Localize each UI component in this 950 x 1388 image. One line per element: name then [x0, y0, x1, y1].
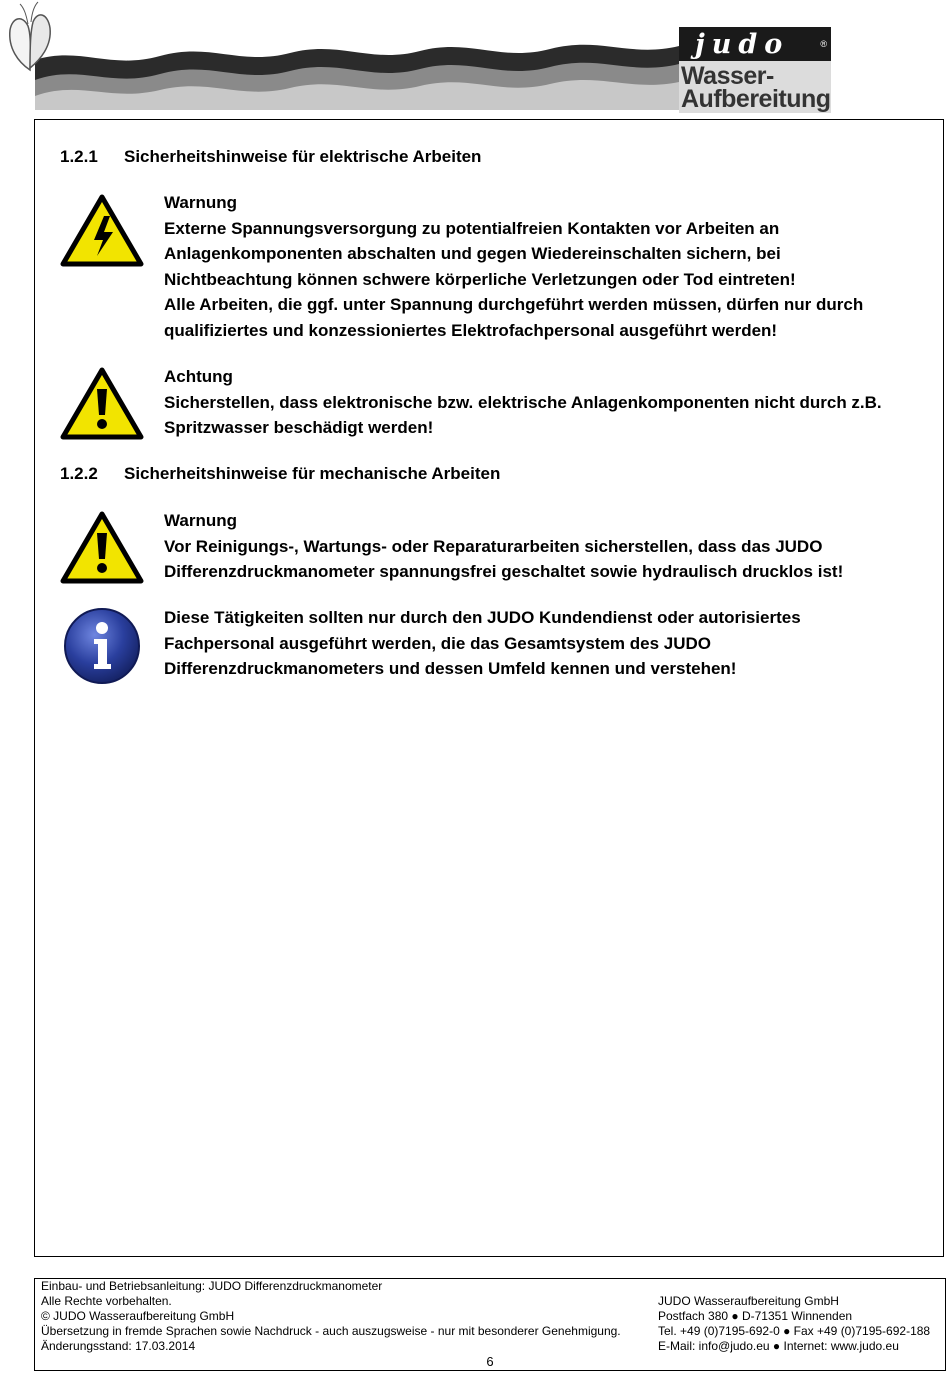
logo-brand: judo	[695, 29, 790, 60]
section-heading-1-2-2: 1.2.2 Sicherheitshinweise für mechanische Arbeiten	[60, 464, 501, 483]
notice-caution-electric	[164, 364, 934, 441]
judo-logo: judo ® Wasser- Aufbereitung	[681, 29, 831, 113]
notice-line: Sicherstellen, dass elektronische bzw. elektrische Anlagenkomponenten nicht durch z.B.	[164, 392, 882, 412]
page-number: 6	[486, 1354, 494, 1369]
page-footer	[34, 1278, 946, 1371]
logo-tagline-1: Wasser-	[681, 62, 774, 90]
footer-email: E-Mail: info@judo.eu ● Internet: www.judo.eu	[658, 1339, 899, 1353]
footer-phone: Tel. +49 (0)7195-692-0 ● Fax +49 (0)7195-692-188	[658, 1324, 931, 1338]
footer-line: Alle Rechte vorbehalten.	[41, 1294, 172, 1308]
notice-line: Differenzdruckmanometers und dessen Umfeld kennen und verstehen!	[164, 659, 737, 678]
notice-line: Fachpersonal ausgeführt werden, die das Gesamtsystem des JUDO	[164, 633, 712, 653]
butterfly-icon	[0, 0, 60, 80]
notice-line: Alle Arbeiten, die ggf. unter Spannung durchgeführt werden müssen, dürfen nur durch	[164, 295, 864, 314]
footer-contact	[658, 1294, 948, 1354]
footer-line: Einbau- und Betriebsanleitung: JUDO Differenzdruckmanometer	[41, 1279, 383, 1293]
notice-label: Warnung	[164, 193, 238, 212]
notice-line: Spritzwasser beschädigt werden!	[164, 418, 434, 437]
footer-address: Postfach 380 ● D-71351 Winnenden	[658, 1309, 853, 1323]
notice-label: Achtung	[164, 367, 233, 386]
caution-icon	[60, 511, 144, 585]
footer-line: Übersetzung in fremde Sprachen sowie Nachdruck - auch auszugsweise - nur mit besonderer Genehmigung.	[41, 1324, 621, 1338]
notice-line: Vor Reinigungs-, Wartungs- oder Reparaturarbeiten sicherstellen, dass das JUDO	[164, 536, 823, 556]
footer-legal	[41, 1279, 661, 1354]
notice-line: Differenzdruckmanometer spannungsfrei geschaltet sowie hydraulisch drucklos ist!	[164, 562, 844, 581]
notice-line: Nichtbeachtung können schwere körperliche Verletzungen oder Tod eintreten!	[164, 269, 796, 289]
notice-line: Anlagenkomponenten abschalten und gegen Wiedereinschalten sichern, bei	[164, 244, 781, 263]
footer-company: JUDO Wasseraufbereitung GmbH	[658, 1294, 839, 1308]
page-header	[0, 0, 950, 118]
notice-line: Externe Spannungsversorgung zu potentialfreien Kontakten vor Arbeiten an	[164, 218, 780, 238]
notice-label: Warnung	[164, 511, 238, 530]
notice-line: Diese Tätigkeiten sollten nur durch den JUDO Kundendienst oder autorisiertes	[164, 608, 801, 627]
notice-info	[164, 605, 934, 682]
caution-icon	[60, 367, 144, 441]
info-icon	[60, 606, 144, 686]
electric-hazard-icon	[60, 194, 144, 268]
notice-line: qualifiziertes und konzessioniertes Elektrofachpersonal ausgeführt werden!	[164, 320, 778, 340]
section-heading-1-2-1: 1.2.1 Sicherheitshinweise für elektrische Arbeiten	[60, 147, 482, 166]
notice-warning-electric	[164, 190, 934, 343]
notice-warning-mechanical	[164, 508, 934, 585]
footer-line: Änderungsstand: 17.03.2014	[41, 1339, 196, 1353]
logo-tagline-2: Aufbereitung	[681, 85, 831, 113]
footer-line: © JUDO Wasseraufbereitung GmbH	[41, 1309, 235, 1323]
